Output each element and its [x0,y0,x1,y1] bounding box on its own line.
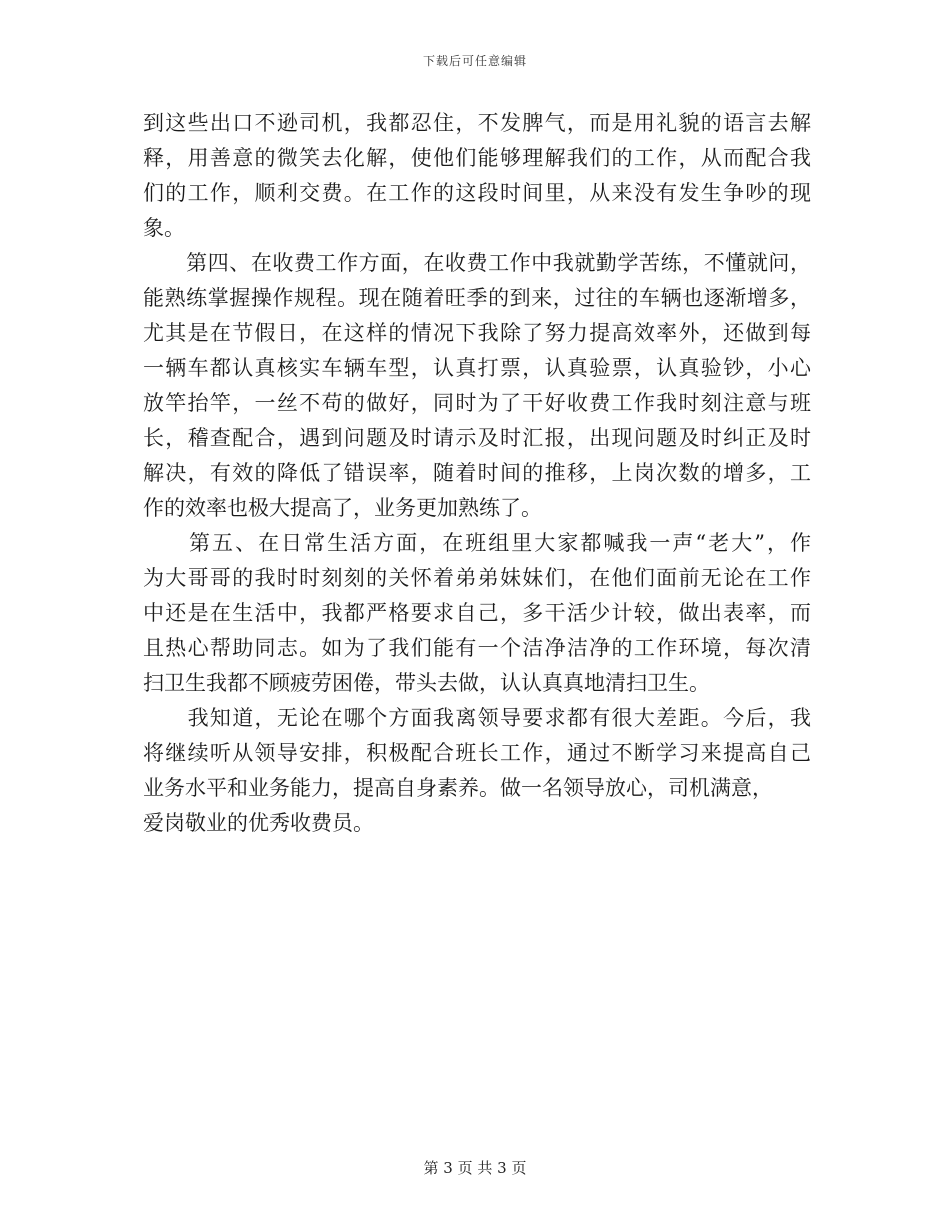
text-line: 一辆车都认真核实车辆车型，认真打票，认真验票，认真验钞，小心 [143,356,811,380]
paragraph-3 [143,526,811,701]
text-line: 第四、在收费工作方面，在收费工作中我就勤学苦练，不懂就问， [143,251,811,275]
paragraph-1 [143,106,811,246]
paragraph-2 [143,246,811,526]
text-line: 释，用善意的微笑去化解，使他们能够理解我们的工作，从而配合我 [143,146,811,170]
text-line: 们的工作，顺利交费。在工作的这段时间里，从来没有发生争吵的现 [143,181,811,205]
page-header: 下载后可任意编辑 [422,54,527,68]
text-line: 象。 [143,216,185,240]
text-line: 第五、在日常生活方面，在班组里大家都喊我一声“老大”，作 [143,531,811,555]
paragraph-4 [143,701,811,841]
text-line: 到这些出口不逊司机，我都忍住，不发脾气，而是用礼貌的语言去解 [143,111,811,135]
text-line: 作的效率也极大提高了，业务更加熟练了。 [143,496,542,520]
page-footer: 第 3 页 共 3 页 [423,1159,527,1177]
text-line: 长，稽查配合，遇到问题及时请示及时汇报，出现问题及时纠正及时 [143,426,811,450]
text-line: 扫卫生我都不顾疲劳困倦，带头去做，认认真真地清扫卫生。 [143,671,710,695]
text-line: 我知道，无论在哪个方面我离领导要求都有很大差距。今后，我 [143,706,811,730]
text-line: 爱岗敬业的优秀收费员。 [143,811,374,835]
text-line: 且热心帮助同志。如为了我们能有一个洁净洁净的工作环境，每次清 [143,636,811,660]
text-line: 解决，有效的降低了错误率，随着时间的推移，上岗次数的增多，工 [143,461,811,485]
text-line: 将继续听从领导安排，积极配合班长工作，通过不断学习来提高自己 [143,741,811,765]
document-body [143,106,811,841]
text-line: 尤其是在节假日，在这样的情况下我除了努力提高效率外，还做到每 [143,321,811,345]
text-line: 为大哥哥的我时时刻刻的关怀着弟弟妹妹们，在他们面前无论在工作 [143,566,811,590]
text-line: 能熟练掌握操作规程。现在随着旺季的到来，过往的车辆也逐渐增多， [143,286,811,310]
text-line: 业务水平和业务能力，提高自身素养。做一名领导放心，司机满意， [143,776,773,800]
text-line: 中还是在生活中，我都严格要求自己，多干活少计较，做出表率，而 [143,601,811,625]
text-line: 放竿抬竿，一丝不苟的做好，同时为了干好收费工作我时刻注意与班 [143,391,811,415]
